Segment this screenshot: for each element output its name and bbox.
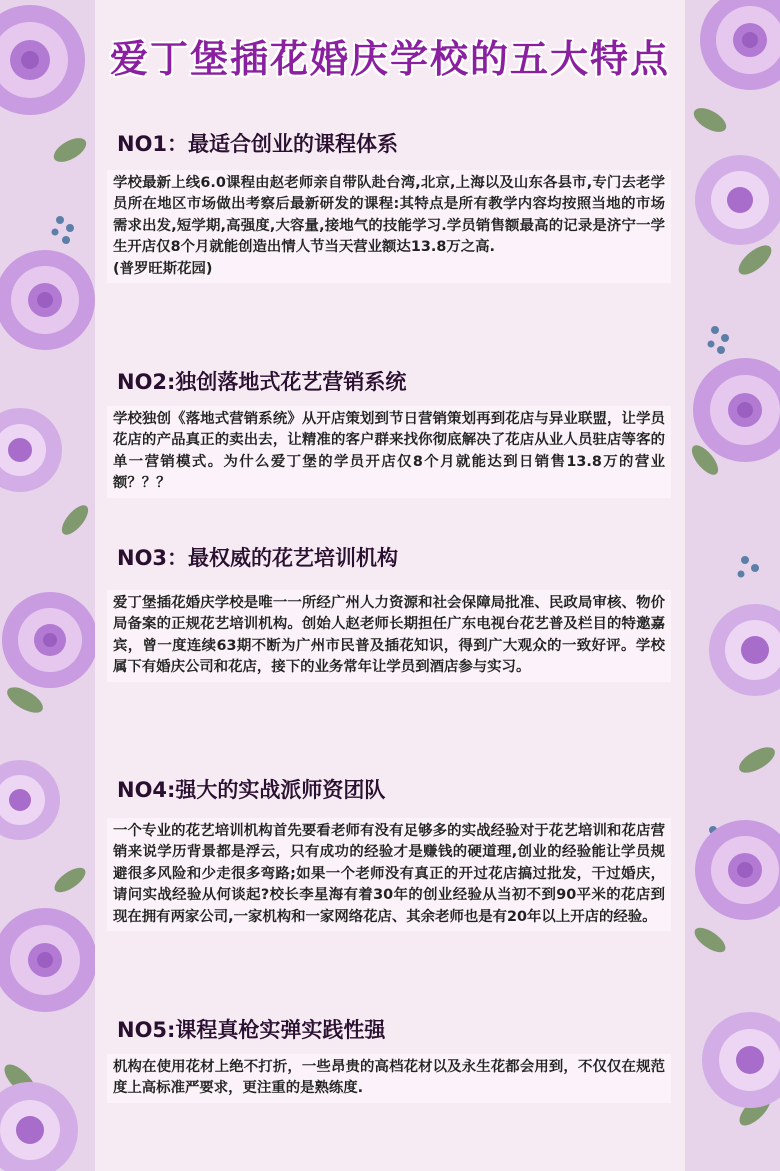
section-4-heading: NO4:强大的实战派师资团队 <box>117 778 386 802</box>
section-1-note: (普罗旺斯花园) <box>113 260 213 277</box>
section-4-body: 一个专业的花艺培训机构首先要看老师有没有足够多的实战经验对于花艺培训和花店营销来说学历背景都是浮云，只有成功的经验才是赚钱的硬道理,创业的经验能让学员规避很多风险和少走很多弯路;如果一个老师没有真正的开过花店搞过批发，干过婚庆，请问实战经验从何谈起?校长李星海有着30年的创业经验从当初不到90平米的花店到现在拥有两家公司,一家机构和一家网络花店、其余老师也是有20年以上开店的经验。 <box>113 823 665 925</box>
section-3-body: 爱丁堡插花婚庆学校是唯一一所经广州人力资源和社会保障局批准、民政局审核、物价局备案的正规花艺培训机构。创始人赵老师长期担任广东电视台花艺普及栏目的特邀嘉宾，曾一度连续63期不断为广州市民普及插花知识，得到广大观众的一致好评。学校属下有婚庆公司和花店，接下的业务常年让学员到酒店参与实习。 <box>113 595 665 676</box>
content-area <box>95 0 685 1171</box>
section-2-body: 学校独创《落地式营销系统》从开店策划到节日营销策划再到花店与异业联盟，让学员花店的产品真正的卖出去，让精准的客户群来找你彻底解决了花店从业人员驻店等客的单一营销模式。为什么爱丁堡的学员开店仅8个月就能达到日销售13.8万的营业额？？？ <box>113 411 665 492</box>
section-1-heading: NO1：最适合创业的课程体系 <box>117 132 399 156</box>
section-3-panel <box>107 590 671 682</box>
section-2-panel <box>107 406 671 498</box>
rose-pattern-right-icon <box>685 0 780 1171</box>
section-4-panel <box>107 818 671 931</box>
page-title: 爱丁堡插花婚庆学校的五大特点 <box>109 36 670 81</box>
section-3-heading: NO3：最权威的花艺培训机构 <box>117 546 399 570</box>
section-1-body: 学校最新上线6.0课程由赵老师亲自带队赴台湾,北京,上海以及山东各县市,专门去老学员所在地区市场做出考察后最新研发的课程:其特点是所有教学内容均按照当地的市场需求出发,短学期,高强度,大容量,接地气的技能学习.学员销售额最高的记录是济宁一学生开店仅8个月就能创造出情人节当天营业额达13.8万之高. <box>113 175 665 256</box>
section-5-panel <box>107 1054 671 1103</box>
section-5-body: 机构在使用花材上绝不打折，一些昂贵的高档花材以及永生花都会用到，不仅仅在规范度上高标准严要求，更注重的是熟练度. <box>113 1059 665 1097</box>
section-1-panel <box>107 170 671 283</box>
rose-pattern-left-icon <box>0 0 95 1171</box>
section-5-heading: NO5:课程真枪实弹实践性强 <box>117 1018 386 1042</box>
left-floral-border <box>0 0 95 1171</box>
right-floral-border <box>685 0 780 1171</box>
section-2-heading: NO2:独创落地式花艺营销系统 <box>117 370 407 394</box>
